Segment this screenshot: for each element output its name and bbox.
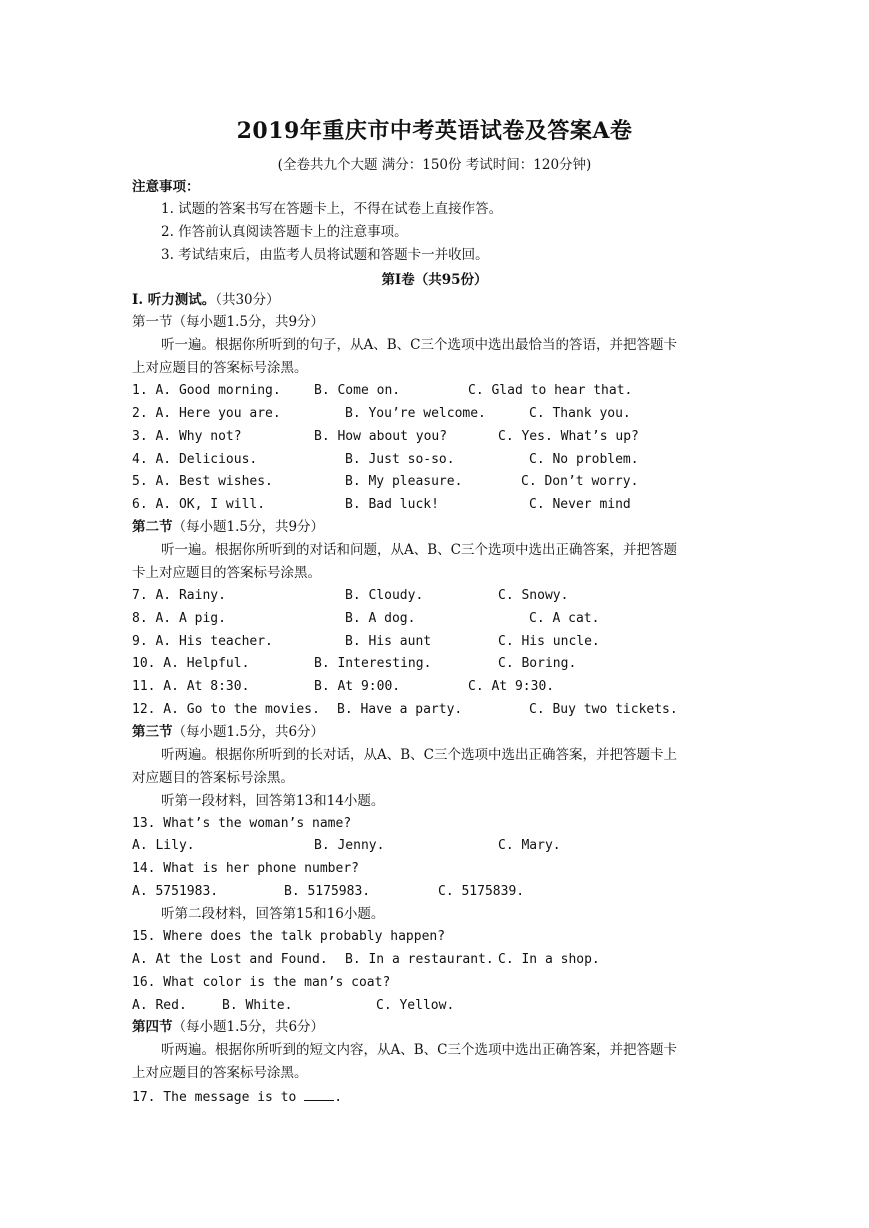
- option-a: A. At the Lost and Found.: [132, 952, 328, 967]
- s4-heading-bold: 第四节: [132, 1019, 173, 1035]
- material-note: 听第二段材料，回答第15和16小题。: [161, 906, 385, 922]
- notice-item: 2. 作答前认真阅读答题卡上的注意事项。: [161, 224, 408, 240]
- option-a: 12. A. Go to the movies.: [132, 702, 320, 717]
- option-c: C. Buy two tickets.: [529, 702, 678, 717]
- option-c: C. His uncle.: [498, 634, 600, 649]
- s2-heading: [132, 518, 324, 536]
- page-title: 2019年重庆市中考英语试卷及答案A卷: [236, 118, 633, 144]
- question-stem: 14. What is her phone number?: [132, 861, 359, 876]
- option-c: C. 5175839.: [438, 884, 525, 899]
- option-a: 4. A. Delicious.: [132, 452, 258, 467]
- option-c: C. No problem.: [529, 452, 639, 467]
- option-b: B. You’re welcome.: [345, 406, 486, 421]
- s4-instruction: 听两遍。根据你所听到的短文内容，从A、B、C三个选项中选出正确答案，并把答题卡: [161, 1042, 677, 1058]
- option-a: 2. A. Here you are.: [132, 406, 281, 421]
- s3-heading: [132, 723, 324, 741]
- option-c: C. In a shop.: [498, 952, 600, 967]
- option-c: C. Snowy.: [498, 588, 569, 603]
- option-c: C. Never mind: [529, 497, 631, 512]
- answer-blank: [304, 1088, 334, 1101]
- option-c: C. Yes. What’s up?: [498, 429, 639, 444]
- option-b: B. At 9:00.: [314, 679, 401, 694]
- question-stem: 16. What color is the man’s coat?: [132, 975, 391, 990]
- option-c: C. Thank you.: [529, 406, 631, 421]
- option-a: 1. A. Good morning.: [132, 383, 281, 398]
- section-heading: [132, 291, 280, 309]
- option-a: 8. A. A pig.: [132, 611, 226, 626]
- option-a: 10. A. Helpful.: [132, 656, 250, 671]
- s2-instruction: 卡上对应题目的答案标号涂黑。: [132, 565, 321, 581]
- s1-instruction: 听一遍。根据你所听到的句子，从A、B、C三个选项中选出最恰当的答语，并把答题卡: [161, 337, 677, 353]
- section-heading-rest: （共30分）: [215, 292, 280, 308]
- option-a: A. Lily.: [132, 838, 195, 853]
- option-a: 11. A. At 8:30.: [132, 679, 250, 694]
- option-a: 5. A. Best wishes.: [132, 474, 273, 489]
- option-c: C. Yellow.: [376, 998, 455, 1013]
- s1-heading: 第一节（每小题1.5分，共9分）: [132, 314, 325, 330]
- option-b: B. Just so-so.: [345, 452, 455, 467]
- question-stem: 15. Where does the talk probably happen?: [132, 929, 446, 944]
- section-heading-bold: I. 听力测试。: [132, 292, 216, 308]
- s2-instruction: 听一遍。根据你所听到的对话和问题，从A、B、C三个选项中选出正确答案，并把答题: [161, 542, 677, 558]
- s3-heading-bold: 第三节: [132, 724, 173, 740]
- option-b: B. Have a party.: [337, 702, 463, 717]
- s4-heading: [132, 1018, 324, 1036]
- option-c: C. At 9:30.: [468, 679, 555, 694]
- option-b: B. Bad luck!: [345, 497, 439, 512]
- option-a: A. Red.: [132, 998, 187, 1013]
- option-a: A. 5751983.: [132, 884, 219, 899]
- option-a: 6. A. OK, I will.: [132, 497, 266, 512]
- option-c: C. Boring.: [498, 656, 577, 671]
- s2-heading-bold: 第二节: [132, 519, 173, 535]
- option-a: 7. A. Rainy.: [132, 588, 226, 603]
- q17-stem: 17. The message is to: [132, 1090, 297, 1105]
- s4-instruction: 上对应题目的答案标号涂黑。: [132, 1065, 308, 1081]
- option-c: C. Don’t worry.: [521, 474, 639, 489]
- option-a: 9. A. His teacher.: [132, 634, 273, 649]
- notice-heading: 注意事项：: [132, 179, 200, 195]
- s1-instruction: 上对应题目的答案标号涂黑。: [132, 360, 308, 376]
- material-note: 听第一段材料，回答第13和14小题。: [161, 793, 385, 809]
- option-b: B. Interesting.: [314, 656, 432, 671]
- option-c: C. Mary.: [498, 838, 561, 853]
- option-b: B. Come on.: [314, 383, 401, 398]
- s3-instruction: 对应题目的答案标号涂黑。: [132, 770, 294, 786]
- option-c: C. Glad to hear that.: [468, 383, 633, 398]
- option-b: B. Jenny.: [314, 838, 385, 853]
- exam-subtitle: (全卷共九个大题 满分：150份 考试时间：120分钟): [277, 157, 592, 173]
- option-b: B. White.: [222, 998, 293, 1013]
- option-b: B. In a restaurant.: [345, 952, 494, 967]
- option-b: B. His aunt: [345, 634, 432, 649]
- part-title: 第Ⅰ卷（共95份）: [381, 272, 488, 288]
- s4-heading-rest: （每小题1.5分，共6分）: [172, 1019, 325, 1035]
- q17-end: .: [334, 1090, 343, 1105]
- option-c: C. A cat.: [529, 611, 600, 626]
- option-b: B. 5175983.: [284, 884, 371, 899]
- option-b: B. How about you?: [314, 429, 448, 444]
- question-stem: 13. What’s the woman’s name?: [132, 816, 352, 831]
- notice-item: 1. 试题的答案书写在答题卡上，不得在试卷上直接作答。: [161, 201, 503, 217]
- notice-item: 3. 考试结束后，由监考人员将试题和答题卡一并收回。: [161, 247, 489, 263]
- option-b: B. A dog.: [345, 611, 416, 626]
- question-stem: [132, 1088, 342, 1107]
- s3-instruction: 听两遍。根据你所听到的长对话，从A、B、C三个选项中选出正确答案，并把答题卡上: [161, 747, 677, 763]
- option-a: 3. A. Why not?: [132, 429, 242, 444]
- s2-heading-rest: （每小题1.5分，共9分）: [172, 519, 325, 535]
- s3-heading-rest: （每小题1.5分，共6分）: [172, 724, 325, 740]
- option-b: B. Cloudy.: [345, 588, 424, 603]
- option-b: B. My pleasure.: [345, 474, 463, 489]
